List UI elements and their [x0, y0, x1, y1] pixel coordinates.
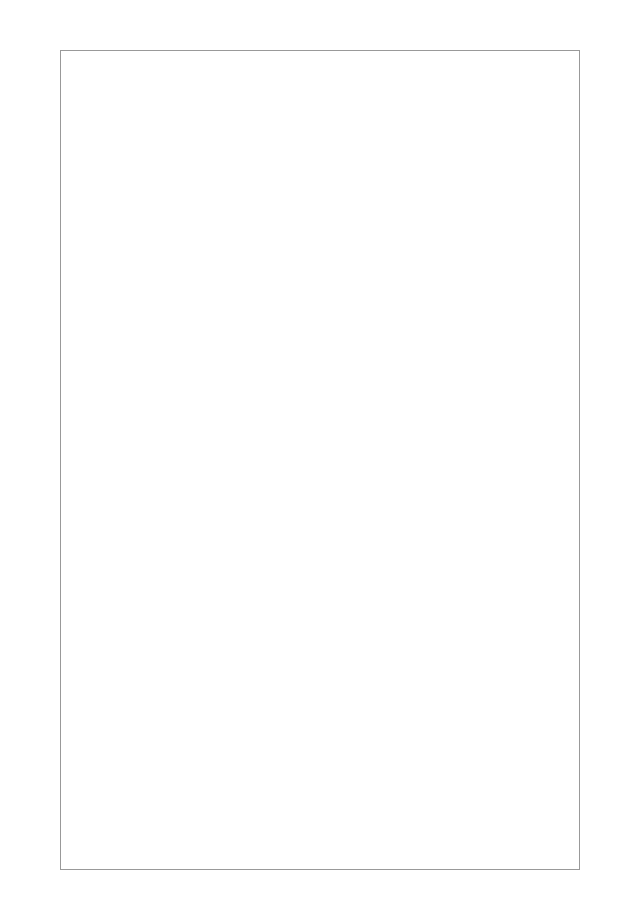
table-frame	[60, 50, 580, 870]
